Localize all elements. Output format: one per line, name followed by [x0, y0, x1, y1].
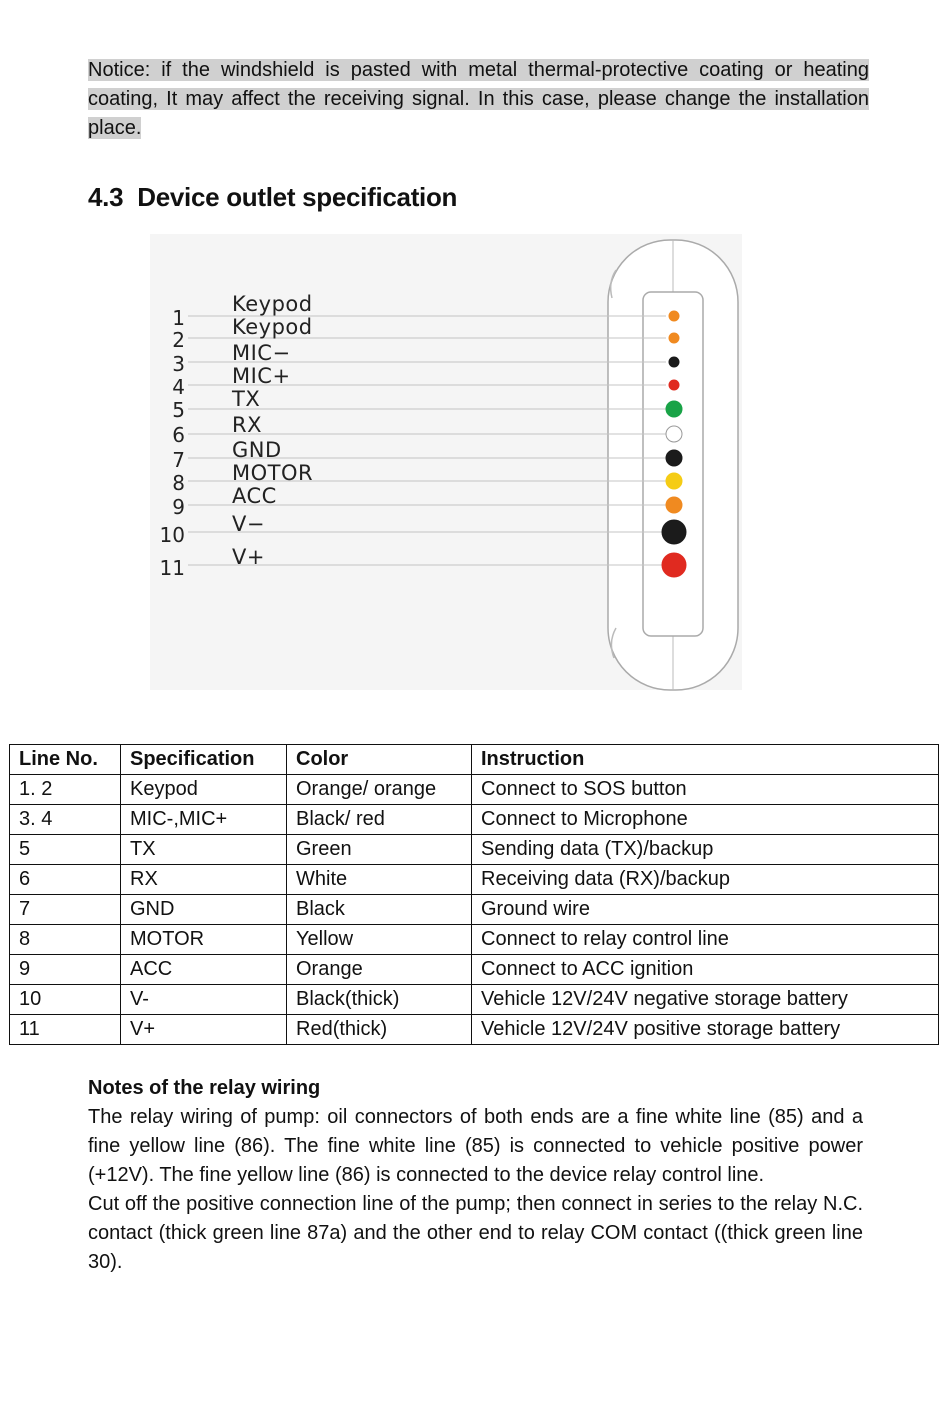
cell-color: Black — [287, 895, 472, 925]
device-outlet-diagram — [140, 228, 750, 698]
cell-instruction: Ground wire — [472, 895, 939, 925]
header-specification: Specification — [121, 745, 287, 775]
cell-line-no: 6 — [10, 865, 121, 895]
section-number: 4.3 — [88, 182, 124, 212]
wire-terminal — [669, 357, 679, 367]
cell-line-no: 3. 4 — [10, 805, 121, 835]
cell-line-no: 1. 2 — [10, 775, 121, 805]
relay-notes — [88, 1074, 863, 1277]
wire-number: 9 — [172, 495, 185, 519]
cell-instruction: Connect to SOS button — [472, 775, 939, 805]
section-heading — [88, 182, 457, 213]
cell-instruction: Vehicle 12V/24V negative storage battery — [472, 985, 939, 1015]
wire-number: 3 — [172, 352, 185, 376]
wire-terminal — [666, 473, 682, 489]
wire-number: 1 — [172, 306, 185, 330]
cell-instruction: Connect to relay control line — [472, 925, 939, 955]
wire-terminal — [666, 426, 682, 442]
cell-instruction: Sending data (TX)/backup — [472, 835, 939, 865]
cell-color: Orange — [287, 955, 472, 985]
wire-label: RX — [232, 413, 262, 437]
wire-label: V+ — [232, 545, 265, 569]
cell-specification: MIC-,MIC+ — [121, 805, 287, 835]
cell-instruction: Connect to Microphone — [472, 805, 939, 835]
wire-number: 5 — [172, 398, 185, 422]
cell-specification: V- — [121, 985, 287, 1015]
cell-color: Black/ red — [287, 805, 472, 835]
cell-line-no: 10 — [10, 985, 121, 1015]
cell-color: Orange/ orange — [287, 775, 472, 805]
outlet-diagram-svg — [140, 228, 750, 698]
table-row — [10, 985, 939, 1015]
cell-color: White — [287, 865, 472, 895]
wire-number: 10 — [159, 523, 185, 547]
wire-label: Keypod — [232, 315, 313, 339]
cell-line-no: 7 — [10, 895, 121, 925]
header-instruction: Instruction — [472, 745, 939, 775]
cell-specification: RX — [121, 865, 287, 895]
table-header-row — [10, 745, 939, 775]
table-row — [10, 775, 939, 805]
wire-label: MOTOR — [232, 461, 314, 485]
table-body — [10, 775, 939, 1045]
table-row — [10, 895, 939, 925]
section-title-text: Device outlet specification — [137, 182, 458, 212]
cell-specification: GND — [121, 895, 287, 925]
wire-label: GND — [232, 438, 282, 462]
wire-number: 2 — [172, 328, 185, 352]
wire-terminal — [662, 520, 686, 544]
table-row — [10, 925, 939, 955]
wire-number: 11 — [159, 556, 185, 580]
notes-paragraph-1: The relay wiring of pump: oil connectors of both ends are a fine white line (85) and a fine yellow line (86). The fine white line (85) is connected to vehicle positive power (+12V). The fine yellow line (86) is connected to the device relay control line. — [88, 1106, 863, 1186]
notes-paragraph-2: Cut off the positive connection line of the pump; then connect in series to the relay N.C. contact (thick green line 87a) and the other end to relay COM contact ((thick green line 30). — [88, 1193, 863, 1273]
cell-specification: MOTOR — [121, 925, 287, 955]
cell-color: Yellow — [287, 925, 472, 955]
cell-line-no: 11 — [10, 1015, 121, 1045]
cell-line-no: 8 — [10, 925, 121, 955]
table-row — [10, 1015, 939, 1045]
notice-text: Notice: if the windshield is pasted with metal thermal-protective coating or heating coating, It may affect the receiving signal. In this case, please change the installation place. — [88, 59, 869, 139]
wire-label: MIC− — [232, 341, 291, 365]
cell-line-no: 5 — [10, 835, 121, 865]
table-row — [10, 805, 939, 835]
header-line-no: Line No. — [10, 745, 121, 775]
wire-terminal — [669, 380, 679, 390]
wire-terminal — [669, 311, 679, 321]
wire-number: 7 — [172, 448, 185, 472]
wire-label: TX — [232, 387, 261, 411]
wire-number: 8 — [172, 471, 185, 495]
spec-table — [9, 744, 939, 1045]
cell-specification: V+ — [121, 1015, 287, 1045]
cell-specification: Keypod — [121, 775, 287, 805]
table-row — [10, 835, 939, 865]
wire-number: 4 — [172, 375, 185, 399]
wire-terminal — [666, 450, 682, 466]
wire-terminal — [666, 497, 682, 513]
wire-label: Keypod — [232, 292, 313, 316]
cell-color: Red(thick) — [287, 1015, 472, 1045]
table-row — [10, 865, 939, 895]
wire-number: 6 — [172, 423, 185, 447]
wire-terminal — [669, 333, 679, 343]
wire-label: ACC — [232, 484, 277, 508]
cell-instruction: Receiving data (RX)/backup — [472, 865, 939, 895]
cell-color: Black(thick) — [287, 985, 472, 1015]
cell-specification: TX — [121, 835, 287, 865]
wire-label: V− — [232, 512, 265, 536]
notice-paragraph — [88, 56, 869, 143]
wire-terminal — [662, 553, 686, 577]
cell-line-no: 9 — [10, 955, 121, 985]
cell-specification: ACC — [121, 955, 287, 985]
notes-title: Notes of the relay wiring — [88, 1077, 321, 1099]
cell-instruction: Vehicle 12V/24V positive storage battery — [472, 1015, 939, 1045]
header-color: Color — [287, 745, 472, 775]
table-row — [10, 955, 939, 985]
wire-label: MIC+ — [232, 364, 291, 388]
cell-color: Green — [287, 835, 472, 865]
cell-instruction: Connect to ACC ignition — [472, 955, 939, 985]
wire-terminal — [666, 401, 682, 417]
